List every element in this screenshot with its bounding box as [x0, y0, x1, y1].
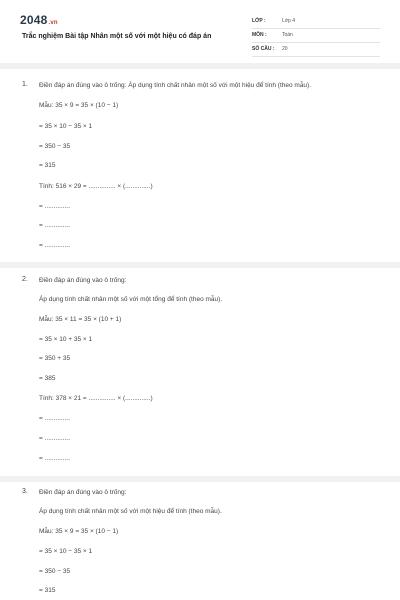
- example-step: = 35 × 10 − 35 × 1: [39, 123, 93, 130]
- example-line: Mẫu: 35 × 9 = 35 × (10 − 1): [39, 102, 119, 109]
- answer-blank[interactable]: = ..............: [39, 415, 70, 422]
- exercise-line[interactable]: Tính: 516 × 29 = ............... × (..............): [39, 183, 153, 190]
- exercise-line[interactable]: Tính: 378 × 21 = ............... × (..............): [39, 395, 153, 402]
- meta-label: MÔN :: [252, 32, 267, 38]
- section-divider: [0, 262, 400, 268]
- example-step: = 35 × 10 − 35 × 1: [39, 548, 93, 555]
- question-instruction: Áp dụng tính chất nhân một số với một tổng để tính (theo mẫu).: [39, 296, 223, 303]
- meta-label: SỐ CÂU :: [252, 46, 275, 52]
- example-step: = 350 − 35: [39, 143, 71, 150]
- meta-value: Lớp 4: [282, 18, 296, 24]
- question-number: 1.: [22, 81, 28, 88]
- answer-blank[interactable]: = ..............: [39, 203, 70, 210]
- example-step: = 35 × 10 + 35 × 1: [39, 336, 93, 343]
- answer-blank[interactable]: = ..............: [39, 455, 70, 462]
- question-prompt: Điền đáp án đúng vào ô trống:: [39, 489, 127, 496]
- example-step: = 350 − 35: [39, 568, 71, 575]
- answer-blank[interactable]: = ..............: [39, 242, 70, 249]
- section-divider: [0, 63, 400, 69]
- example-result: = 315: [39, 587, 56, 594]
- section-divider: [0, 476, 400, 482]
- answer-blank[interactable]: = ..............: [39, 435, 70, 442]
- document-title: Trắc nghiệm Bài tập Nhân một số với một hiệu có đáp án: [22, 33, 212, 40]
- site-logo[interactable]: [20, 13, 58, 27]
- example-result: = 315: [39, 162, 56, 169]
- question-instruction: Áp dụng tính chất nhân một số với một hiệu để tính (theo mẫu).: [39, 508, 222, 515]
- example-result: = 385: [39, 375, 56, 382]
- example-step: = 350 + 35: [39, 355, 71, 362]
- meta-info: [252, 15, 380, 57]
- meta-row-subject: [252, 29, 380, 43]
- meta-row-count: [252, 43, 380, 57]
- meta-label: LỚP :: [252, 18, 266, 24]
- logo-suffix: .vn: [48, 20, 58, 26]
- meta-value: 20: [282, 46, 288, 52]
- example-line: Mẫu: 35 × 9 = 35 × (10 − 1): [39, 528, 119, 535]
- question-prompt: Điền đáp án đúng vào ô trống: Áp dụng tính chất nhân một số với một hiệu để tính (theo mẫu).: [39, 82, 312, 89]
- question-prompt: Điền đáp án đúng vào ô trống:: [39, 277, 127, 284]
- question-number: 3.: [22, 488, 28, 495]
- question-number: 2.: [22, 276, 28, 283]
- example-line: Mẫu: 35 × 11 = 35 × (10 + 1): [39, 316, 122, 323]
- meta-value: Toán: [282, 32, 293, 38]
- document-header: [0, 0, 400, 62]
- logo-text: 2048: [20, 13, 48, 27]
- answer-blank[interactable]: = ..............: [39, 222, 70, 229]
- meta-row-grade: [252, 15, 380, 29]
